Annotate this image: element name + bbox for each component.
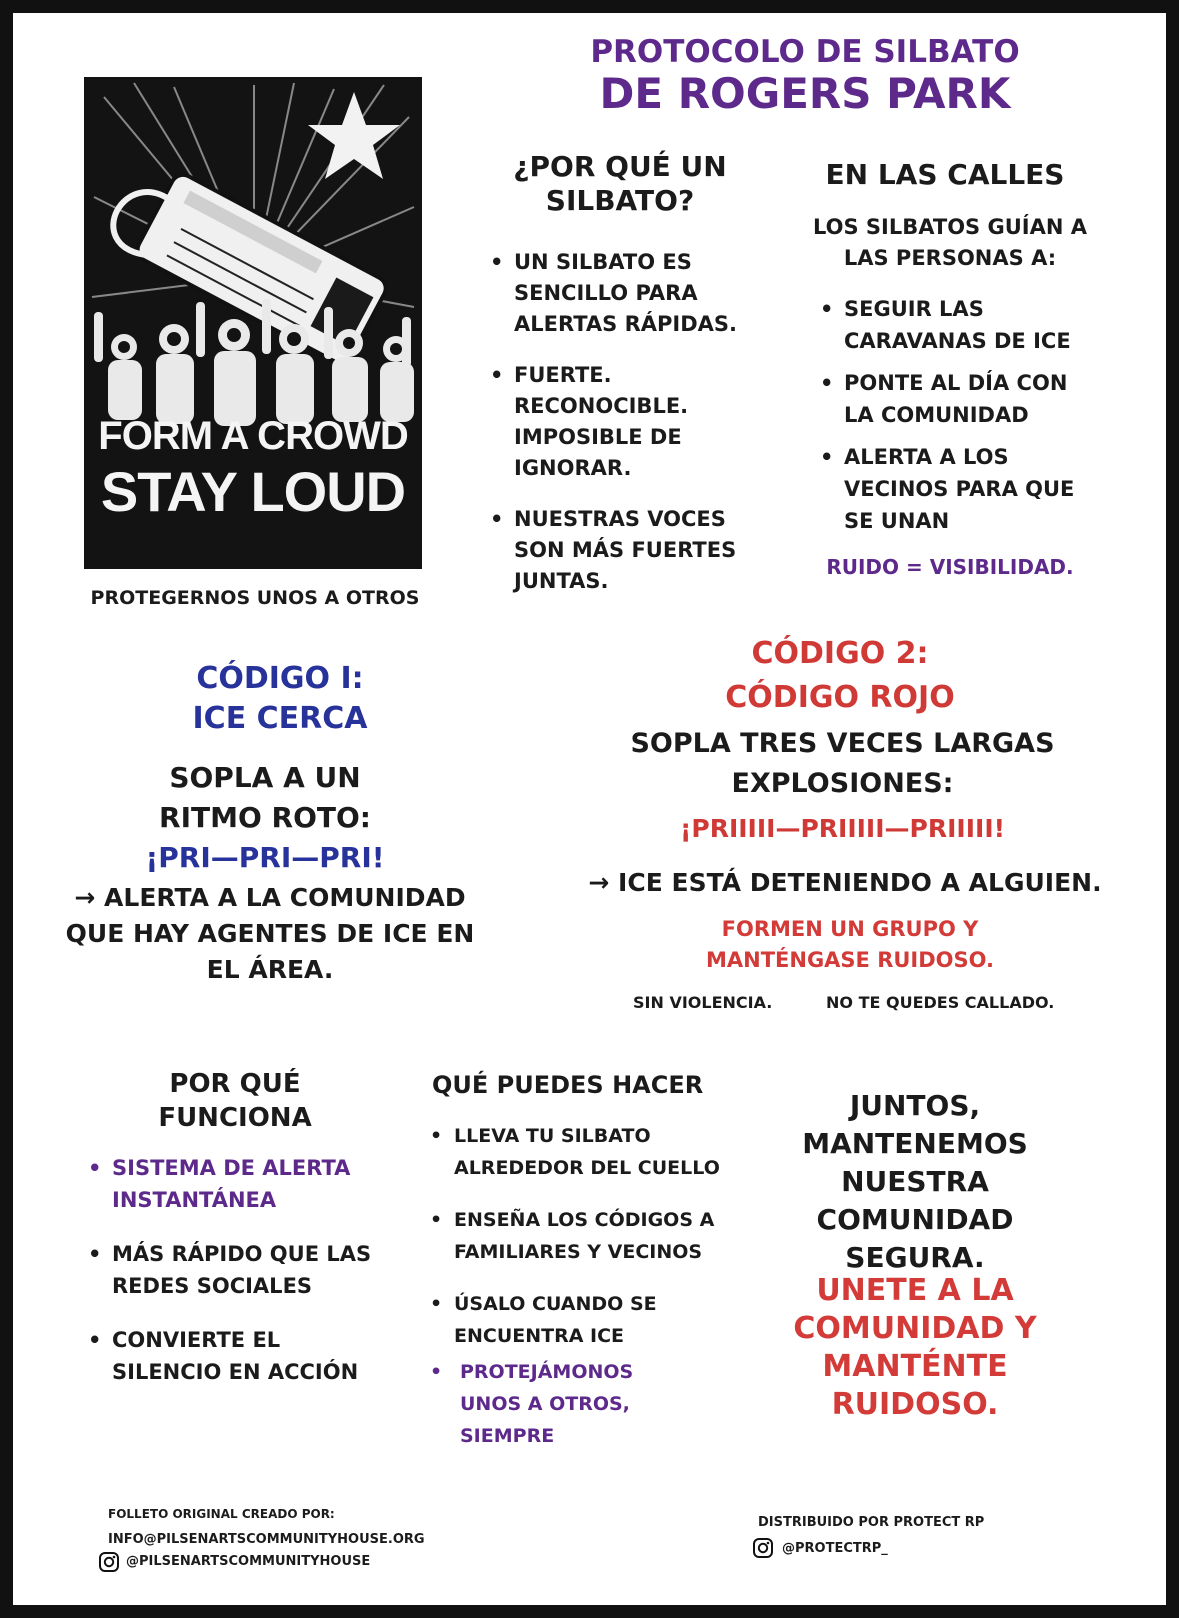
- code1-meaning: → ALERTA A LA COMUNIDAD QUE HAY AGENTES DE ICE EN EL ÁREA.: [65, 883, 475, 984]
- list-item: • LLEVA TU SILBATO ALREDEDOR DEL CUELLO: [430, 1120, 750, 1184]
- list-item: • SEGUIR LAS CARAVANAS DE ICE: [820, 293, 1100, 357]
- list-item: • ALERTA A LOS VECINOS PARA QUE SE UNAN: [820, 441, 1100, 537]
- why-whistle-heading: ¿POR QUÉ UN SILBATO?: [513, 150, 727, 217]
- instagram-icon: [98, 1551, 120, 1573]
- why-whistle-list: [490, 247, 755, 597]
- streets-intro: LOS SILBATOS GUÍAN A LAS PERSONAS A:: [813, 215, 1087, 270]
- poster-text-line-2: STAY LOUD: [100, 460, 406, 523]
- code2-sound: ¡PRIIIII—PRIIIII—PRIIIII!: [679, 814, 1006, 843]
- list-item: • CONVIERTE EL SILENCIO EN ACCIÓN: [88, 1324, 388, 1388]
- title-line-1: PROTOCOLO DE SILBATO: [590, 34, 1020, 70]
- list-item: • ENSEÑA LOS CÓDIGOS A FAMILIARES Y VECINOS: [430, 1204, 750, 1268]
- credits-left-label: FOLLETO ORIGINAL CREADO POR:: [108, 1507, 335, 1521]
- code2-title-2: CÓDIGO ROJO: [725, 680, 955, 715]
- streets-heading: EN LAS CALLES: [825, 158, 1065, 191]
- code1-instruction: SOPLA A UN RITMO ROTO:: [159, 761, 371, 834]
- streets-footer: RUIDO = VISIBILIDAD.: [826, 555, 1074, 579]
- list-item: • MÁS RÁPIDO QUE LAS REDES SOCIALES: [88, 1238, 388, 1302]
- instagram-icon: [752, 1537, 774, 1559]
- code2-title-1: CÓDIGO 2:: [751, 636, 929, 671]
- code2-instruction: SOPLA TRES VECES LARGAS EXPLOSIONES:: [630, 728, 1055, 799]
- credits-left-handle[interactable]: @PILSENARTSCOMMUNITYHOUSE: [126, 1554, 371, 1569]
- list-item: • FUERTE. RECONOCIBLE. IMPOSIBLE DE IGNORAR.: [490, 360, 755, 484]
- credits-right-handle[interactable]: @PROTECTRP_: [782, 1541, 888, 1556]
- works-list: [88, 1152, 388, 1388]
- list-item: • ÚSALO CUANDO SE ENCUENTRA ICE: [430, 1288, 750, 1352]
- code2-meaning: → ICE ESTÁ DETENIENDO A ALGUIEN.: [588, 868, 1102, 897]
- credits-right-label: DISTRIBUIDO POR PROTECT RP: [758, 1515, 985, 1530]
- credits-left-email[interactable]: INFO@PILSENARTSCOMMUNITYHOUSE.ORG: [108, 1532, 425, 1547]
- works-heading: POR QUÉ FUNCIONA: [158, 1069, 312, 1133]
- actions-list: [430, 1120, 750, 1452]
- code1-sound: ¡PRI—PRI—PRI!: [145, 841, 385, 874]
- code2-note-2: NO TE QUEDES CALLADO.: [826, 993, 1055, 1012]
- actions-heading: QUÉ PUEDES HACER: [432, 1071, 704, 1099]
- list-item: • PROTEJÁMONOS UNOS A OTROS, SIEMPRE: [430, 1356, 650, 1452]
- code2-action: FORMEN UN GRUPO Y MANTÉNGASE RUIDOSO.: [705, 917, 995, 972]
- code1-title-2: ICE CERCA: [192, 701, 368, 736]
- streets-list: [820, 293, 1100, 537]
- code2-note-1: SIN VIOLENCIA.: [633, 993, 773, 1012]
- poster-caption: PROTEGERNOS UNOS A OTROS: [90, 587, 420, 609]
- list-item: • SISTEMA DE ALERTA INSTANTÁNEA: [88, 1152, 388, 1216]
- poster-illustration: [84, 77, 422, 569]
- together-cta: UNETE A LA COMUNIDAD Y MANTÉNTE RUIDOSO.: [793, 1273, 1037, 1422]
- poster-text-line-1: FORM A CROWD: [98, 414, 408, 458]
- list-item: • PONTE AL DÍA CON LA COMUNIDAD: [820, 367, 1100, 431]
- code1-title-1: CÓDIGO I:: [196, 661, 364, 696]
- list-item: • NUESTRAS VOCES SON MÁS FUERTES JUNTAS.: [490, 504, 755, 597]
- title-line-2: DE ROGERS PARK: [599, 69, 1011, 118]
- list-item: • UN SILBATO ES SENCILLO PARA ALERTAS RÁPIDAS.: [490, 247, 755, 340]
- together-text: JUNTOS, MANTENEMOS NUESTRA COMUNIDAD SEGURA.: [802, 1089, 1028, 1274]
